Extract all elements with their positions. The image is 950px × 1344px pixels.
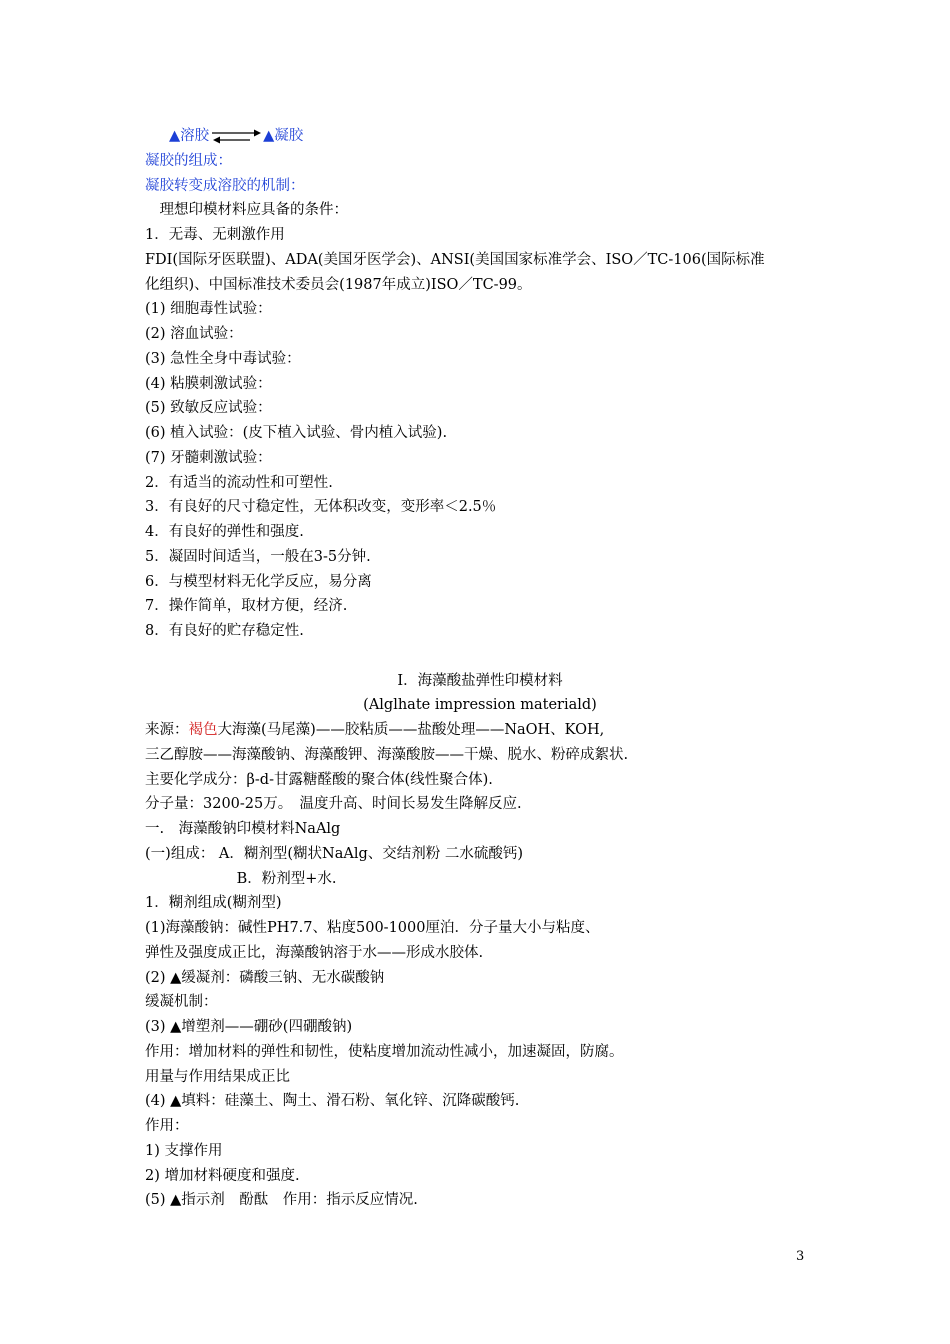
text-line: 作用： xyxy=(145,1118,189,1134)
text-line: 6．与模型材料无化学反应，易分离 xyxy=(145,573,372,590)
text-line: (4) ▲填料：硅藻土、陶土、滑石粉、氧化锌、沉降碳酸钙. xyxy=(145,1093,520,1110)
sol-gel-equilibrium xyxy=(145,124,815,149)
text-line: (1)海藻酸钠：碱性PH7.7、粘度500-1000厘泊．分子量大小与粘度、 xyxy=(145,920,600,936)
text-line: 8．有良好的贮存稳定性. xyxy=(145,623,304,639)
source-highlight: 褐色 xyxy=(188,722,218,738)
section-title: Ⅰ．海藻酸盐弹性印模材料 xyxy=(397,672,563,689)
text-line: 三乙醇胺——海藻酸钠、海藻酸钾、海藻酸胺——干燥、脱水、粉碎成絮状. xyxy=(145,746,629,763)
text-line: 4．有良好的弹性和强度. xyxy=(145,524,304,540)
text-line: 1．无毒、无刺激作用 xyxy=(145,227,285,243)
text-line: (5) 致敏反应试验： xyxy=(145,400,272,417)
text-line: 用量与作用结果成正比 xyxy=(145,1068,290,1085)
text-line: (4) 粘膜刺激试验： xyxy=(145,375,272,392)
text-line: 7．操作简单，取材方便，经济. xyxy=(145,598,348,615)
text-line: 理想印模材料应具备的条件： xyxy=(145,202,348,219)
text-line: (5) ▲指示剂 酚酞 作用：指示反应情况. xyxy=(145,1192,418,1209)
text-line: (3) 急性全身中毒试验： xyxy=(145,350,301,367)
text-line: 作用：增加材料的弹性和韧性，使粘度增加流动性减小，加速凝固，防腐。 xyxy=(145,1043,624,1060)
page-number: 3 xyxy=(796,1249,805,1264)
text-line: FDI(国际牙医联盟)、ADA(美国牙医学会)、ANSI(美国国家标准学会、ISO／TC-106(国际标准 xyxy=(145,251,765,268)
text-line: 2．有适当的流动性和可塑性. xyxy=(145,474,333,491)
source-rest: 大海藻(马尾藻)——胶粘质——盐酸处理——NaOH、KOH, xyxy=(217,722,605,738)
text-line: (1) 细胞毒性试验： xyxy=(145,301,272,318)
text-line: 一. 海藻酸钠印模材料NaAlg xyxy=(145,821,341,837)
text-line: 分子量：3200-25万。 温度升高、时间长易发生降解反应. xyxy=(145,796,522,813)
text-line: 1) 支撑作用 xyxy=(145,1142,223,1159)
gel-to-sol-heading: 凝胶转变成溶胶的机制： xyxy=(145,177,305,194)
text-line: 主要化学成分：β-d-甘露糖醛酸的聚合体(线性聚合体). xyxy=(145,771,493,788)
text-line: 化组织)、中国标准技术委员会(1987年成立)ISO／TC-99。 xyxy=(145,276,532,293)
text-line: (3) ▲增塑剂——硼砂(四硼酸钠) xyxy=(145,1019,353,1035)
text-line: 2) 增加材料硬度和强度. xyxy=(145,1167,300,1184)
text-line: (2) 溶血试验： xyxy=(145,326,243,342)
document-body xyxy=(145,124,815,1213)
text-line: (一)组成： A．糊剂型(糊状NaAlg、交结剂粉 二水硫酸钙) xyxy=(145,845,524,862)
text-line: (7) 牙髓刺激试验： xyxy=(145,449,272,466)
text-line: 弹性及强度成正比，海藻酸钠溶于水——形成水胶体. xyxy=(145,944,484,961)
text-line: (2) ▲缓凝剂：磷酸三钠、无水碳酸钠 xyxy=(145,969,385,986)
text-line: 缓凝机制： xyxy=(145,994,218,1011)
text-line: B．粉剂型+水. xyxy=(145,870,337,887)
gel-label: ▲凝胶 xyxy=(263,128,304,144)
text-line: 3．有良好的尺寸稳定性，无体积改变，变形率＜2.5％ xyxy=(145,499,497,516)
text-line: (6) 植入试验：(皮下植入试验、骨内植入试验). xyxy=(145,425,448,441)
sol-label: ▲溶胶 xyxy=(169,128,210,144)
text-line: 1．糊剂组成(糊剂型) xyxy=(145,895,282,912)
section-subtitle: (Alglhate impression materiald) xyxy=(363,697,597,714)
source-line xyxy=(145,718,815,743)
text-line: 5．凝固时间适当，一般在3-5分钟. xyxy=(145,548,371,565)
reversible-arrows-icon xyxy=(210,126,262,146)
source-prefix: 来源： xyxy=(145,722,189,738)
blank-line xyxy=(145,644,815,669)
gel-composition-heading: 凝胶的组成： xyxy=(145,152,232,169)
